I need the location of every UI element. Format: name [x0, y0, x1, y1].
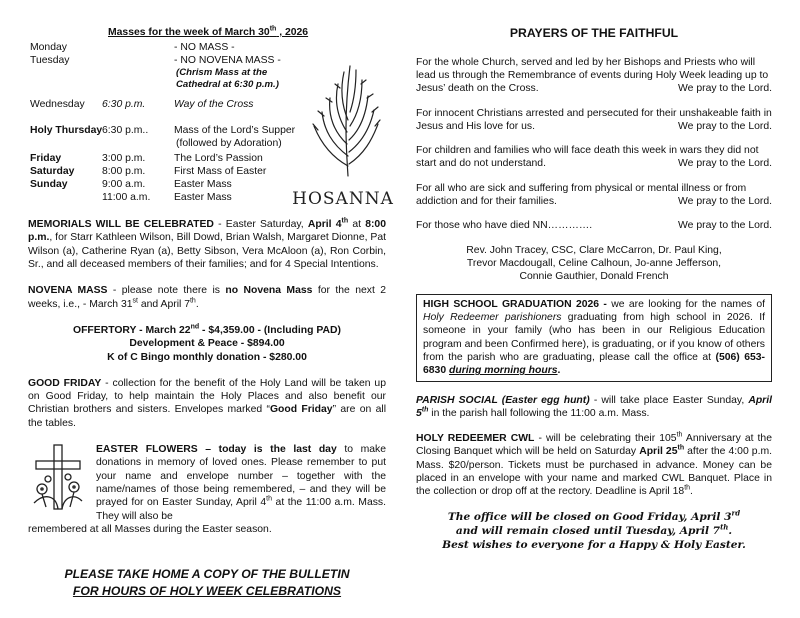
- memorials-paragraph: MEMORIALS WILL BE CELEBRATED - Easter Saturday, April 4th at 8:00 p.m., for Starr Kathleen Wilson, Bill Dowd, Brian Walsh, Margaret Dionne, Pat Wilson (a), Catherine Ryan (a), Betty Sibson, Vera McAloon (a), Ron Corbin, Sr., and all deceased members of their families; and for 4 Special Intentions.: [28, 217, 386, 270]
- offertory-line-1: OFFERTORY - March 22nd - $4,359.00 - (Including PAD): [72, 323, 341, 336]
- offertory-line-3: K of C Bingo monthly donation - $280.00: [107, 351, 307, 363]
- deceased-names: [416, 244, 772, 284]
- take-home-notice: [28, 566, 386, 599]
- graduation-box: HIGH SCHOOL GRADUATION 2026 - we are looking for the names of Holy Redeemer parishioners graduating from high school in 2026. If someone in your family (who has been in our Religious Education program and been Confirmed here), is graduating, or if you know of others from the parish who are graduating, please call the office at (506) 653-6830 during morning hours.: [416, 294, 772, 382]
- prayer-item: For innocent Christians arrested and persecuted for their unshakeable faith in Jesus and His love for us. We pray to the Lord.: [416, 107, 772, 132]
- novena-paragraph: NOVENA MASS - please note there is no Novena Mass for the next 2 weeks, i.e., - March 31st and April 7th.: [28, 285, 387, 310]
- prayer-item: For the whole Church, served and led by her Bishops and Priests who will lead us through the Remembrance of events during Holy Week leading up to Jesus’ death on the Cross. We pray to the Lord.: [416, 56, 772, 95]
- chrism-note-1: (Chrism Mass at the: [176, 67, 268, 78]
- names-line-1: Rev. John Tracey, CSC, Clare McCarron, Dr. Paul King,: [466, 244, 722, 256]
- hosanna-text: HOSANNA: [292, 189, 394, 209]
- prayers-title: PRAYERS OF THE FAITHFUL: [509, 26, 679, 40]
- prayer-item: For those who have died NN…………. We pray to the Lord.: [416, 220, 772, 232]
- easter-flowers-paragraph: EASTER FLOWERS – today is the last day to make donations in memory of loved ones. Please remember to put your name and envelope number – together with the name/names of those being remembered, – and they will be prayed for on Easter Sunday, April 4th at the 11:00 a.m. Mass. They will also be: [96, 444, 386, 522]
- good-friday-paragraph: GOOD FRIDAY - collection for the benefit of the Holy Land will be taken up on Good Friday, to help maintain the Holy Places and also benefit our Christian brothers and sisters. Envelopes marked “Good Friday” are on all the tables.: [28, 377, 387, 429]
- prayers-list: [416, 56, 772, 233]
- names-line-2: Trevor Macdougall, Celine Calhoun, Jo-anne Jefferson,: [466, 258, 722, 270]
- take-home-line-1: PLEASE TAKE HOME A COPY OF THE BULLETIN: [64, 567, 350, 582]
- parish-social-paragraph: PARISH SOCIAL (Easter egg hunt) - will take place Easter Sunday, April 5th in the parish hall following the 11:00 a.m. Mass.: [416, 394, 772, 419]
- adoration-note: (followed by Adoration): [176, 138, 282, 149]
- offertory-line-2: Development & Peace - $894.00: [129, 338, 285, 350]
- hosanna-palm-icon: [292, 46, 394, 216]
- easter-flowers-section: [28, 443, 386, 536]
- take-home-line-2: FOR HOURS OF HOLY WEEK CELEBRATIONS: [72, 583, 342, 598]
- mass-schedule: Masses for the week of March 30th , 2026 Monday - NO MASS - Tuesday - NO NOVENA MASS - (Chrism Mass at the Cathedral at 6:30 p.m.) Wednesday 6:30 p.m. Way of the Cross Holy Thursday 6:30 p.m.. Mass of the Lord’s Supper (followed by Adoration) Friday 3:00 p.m. The Lord’s Passion Saturday 8:00 p.m. First Mass of Easter Sunday 9:00 a.m. Easter Mass 11:00 a.m. Easter Mass HOSANNA: [28, 26, 386, 208]
- chrism-note-2: Cathedral at 6:30 p.m.): [176, 79, 279, 90]
- easter-flowers-paragraph-end: remembered at all Masses during the Easter season.: [28, 523, 272, 535]
- cross-flowers-icon: [28, 443, 92, 515]
- prayer-item: For children and families who will face death this week in wars they did not start and do not understand. We pray to the Lord.: [416, 145, 772, 170]
- office-closed-notice: [416, 508, 772, 553]
- offertory-block: [28, 324, 386, 364]
- office-line-1: The office will be closed on Good Friday, April 3rd: [447, 508, 741, 523]
- left-column: [28, 25, 394, 599]
- office-line-3: Best wishes to everyone for a Happy & Holy Easter.: [442, 538, 746, 551]
- names-line-3: Connie Gauthier, Donald French: [519, 271, 669, 283]
- office-line-2: and will remain closed until Tuesday, April 7th.: [455, 522, 733, 537]
- prayer-item: For all who are sick and suffering from physical or mental illness or from addiction and for their families. We pray to the Lord.: [416, 182, 772, 208]
- schedule-title: Masses for the week of March 30th , 2026: [108, 25, 309, 38]
- cwl-paragraph: HOLY REDEEMER CWL - will be celebrating their 105th Anniversary at the Closing Banquet which will be held on Saturday April 25th after the 4:00 p.m. Mass. $20/person. Tickets must be purchased in advance. Money can be placed in an envelope with your name and marked CWL Banquet. Place in the collection or drop off at the rectory. Deadline is April 18th.: [416, 431, 772, 498]
- right-column: [416, 26, 772, 553]
